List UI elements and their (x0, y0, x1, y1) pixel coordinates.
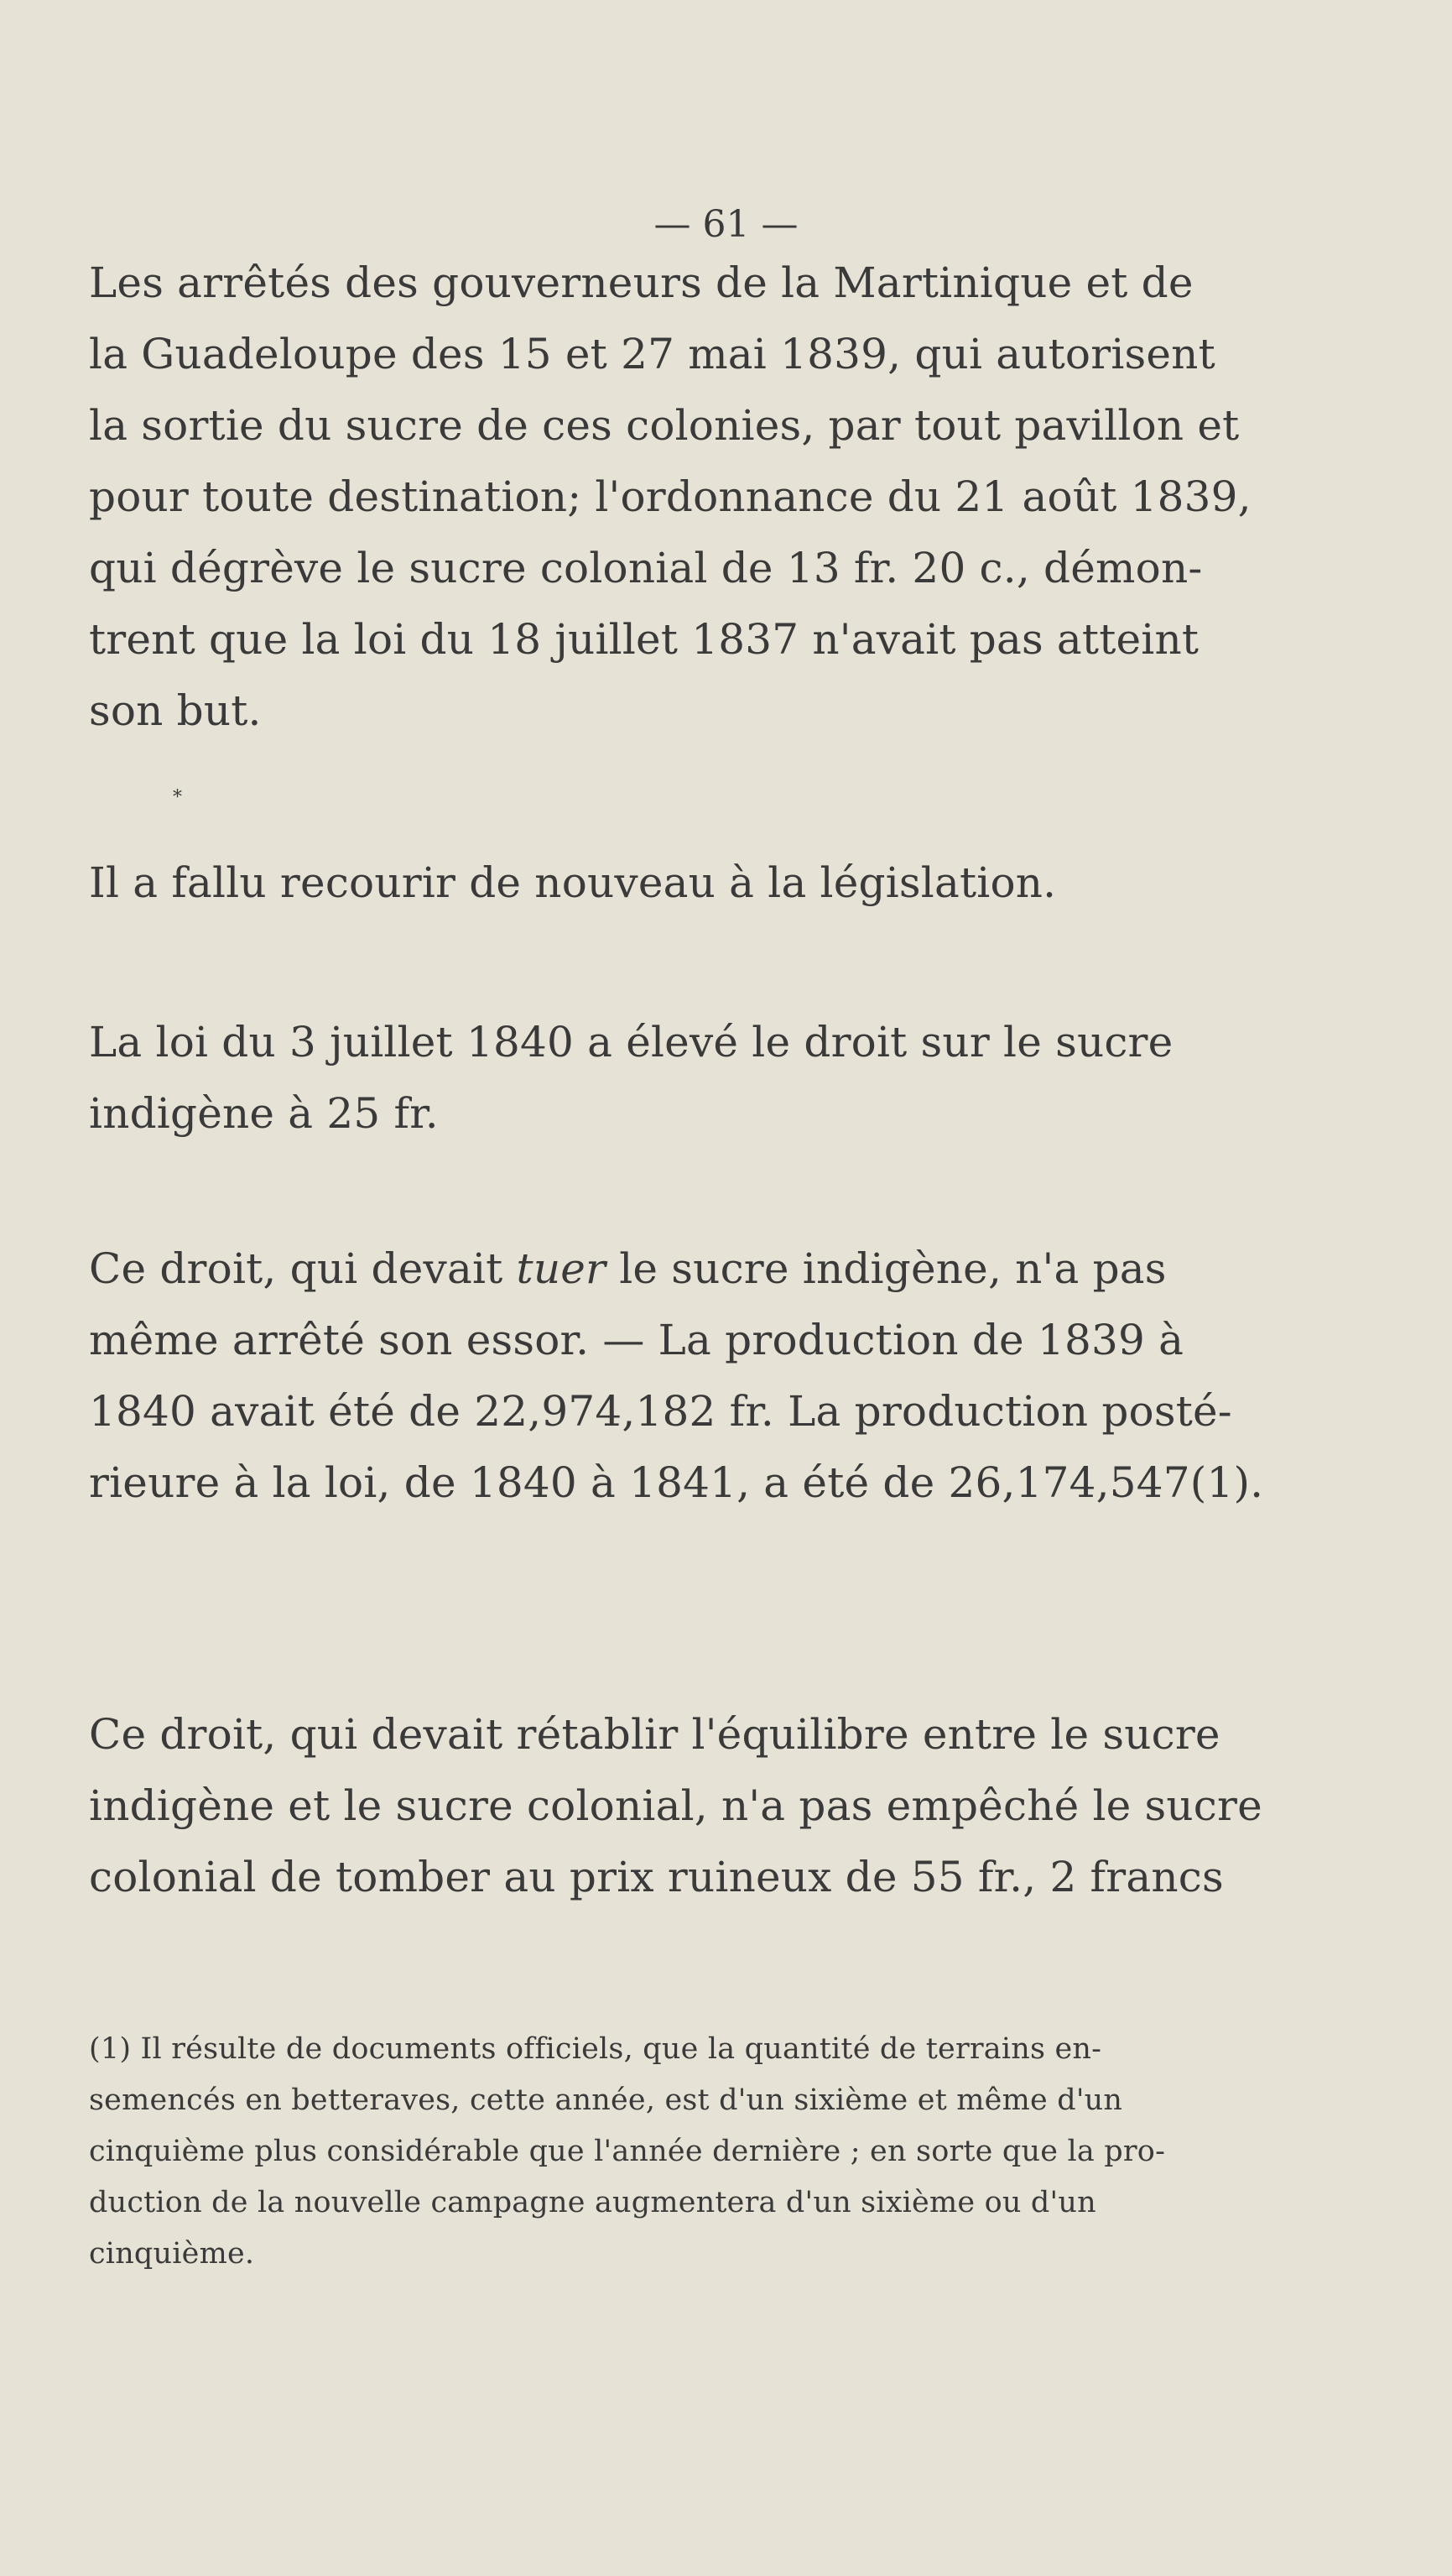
paragraph-3 (89, 1007, 1314, 1150)
text-line: 1840 avait été de 22,974,182 fr. La production posté- (89, 1387, 1232, 1436)
text-line: indigène et le sucre colonial, n'a pas empêché le sucre (89, 1781, 1262, 1830)
text-line: colonial de tomber au prix ruineux de 55 fr., 2 francs (89, 1853, 1224, 1901)
text-line (89, 1233, 1314, 1305)
paragraph-5 (89, 1699, 1314, 1913)
text-line: La loi du 3 juillet 1840 a élevé le droit sur le sucre (89, 1018, 1174, 1066)
text-line: la sortie du sucre de ces colonies, par tout pavillon et (89, 401, 1240, 450)
text-line: la Guadeloupe des 15 et 27 mai 1839, qui autorisent (89, 330, 1215, 378)
text-line: rieure à la loi, de 1840 à 1841, a été de 26,174,547(1). (89, 1458, 1264, 1507)
asterisk-ornament: * (173, 787, 182, 808)
text-line: même arrêté son essor. — La production de 1839 à (89, 1316, 1184, 1364)
text-line: qui dégrève le sucre colonial de 13 fr. 20 c., démon- (89, 544, 1203, 592)
text-line: indigène à 25 fr. (89, 1089, 439, 1138)
footnote-line: duction de la nouvelle campagne augmentera d'un sixième ou d'un (89, 2186, 1096, 2219)
italic-word: tuer (516, 1244, 606, 1293)
footnote-line: cinquième. (89, 2237, 255, 2271)
text-line: Il a fallu recourir de nouveau à la législation. (89, 858, 1057, 907)
footnote-line: semencés en betteraves, cette année, est d'un sixième et même d'un (89, 2083, 1123, 2117)
paragraph-2 (89, 847, 1314, 919)
paragraph-4 (89, 1233, 1314, 1519)
page-number: — 61 — (653, 203, 799, 246)
text-line: Les arrêtés des gouverneurs de la Martinique et de (89, 258, 1194, 307)
footnote (89, 2024, 1314, 2280)
text-run: le sucre indigène, n'a pas (606, 1244, 1167, 1293)
text-line: trent que la loi du 18 juillet 1837 n'avait pas atteint (89, 615, 1200, 664)
text-line: son but. (89, 686, 262, 735)
text-line: Ce droit, qui devait rétablir l'équilibre entre le sucre (89, 1710, 1220, 1759)
footnote-line: cinquième plus considérable que l'année dernière ; en sorte que la pro- (89, 2135, 1166, 2168)
text-run: Ce droit, qui devait (89, 1244, 517, 1293)
text-line: pour toute destination; l'ordonnance du 21 août 1839, (89, 472, 1252, 521)
paragraph-1 (89, 248, 1314, 747)
footnote-line: (1) Il résulte de documents officiels, que la quantité de terrains en- (89, 2032, 1102, 2066)
